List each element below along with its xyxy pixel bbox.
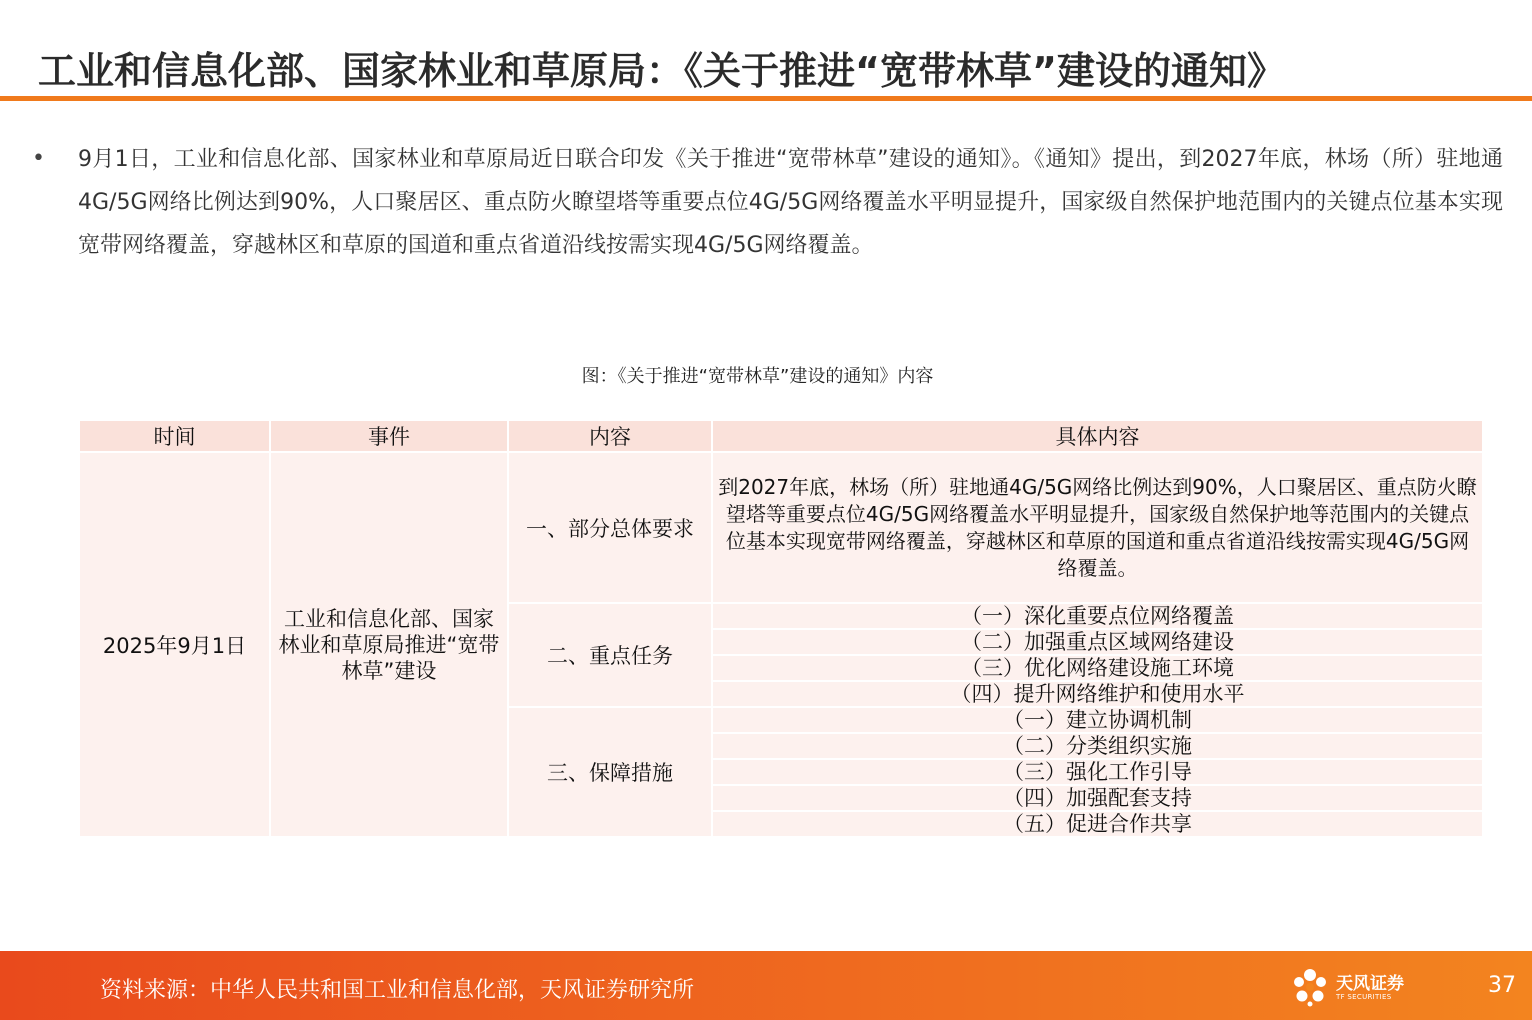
footer-bar (0, 951, 1532, 1020)
cell-section-title: 一、部分总体要求 (508, 452, 712, 603)
page-number: 37 (1488, 973, 1516, 998)
header-event: 事件 (270, 420, 508, 452)
flower-logo-icon (1290, 967, 1332, 1007)
header-content: 内容 (508, 420, 712, 452)
cell-event: 工业和信息化部、国家林业和草原局推进“宽带林草”建设 (270, 452, 508, 837)
page-title: 工业和信息化部、国家林业和草原局：《关于推进“宽带林草”建设的通知》 (38, 49, 1285, 93)
header-time: 时间 (79, 420, 270, 452)
table-row (79, 452, 1483, 603)
logo-name-cn: 天风证券 (1336, 974, 1404, 994)
cell-section-detail: （三）优化网络建设施工环境 (712, 655, 1483, 681)
cell-section-title: 三、保障措施 (508, 707, 712, 837)
cell-section-detail: 到2027年底，林场（所）驻地通4G/5G网络比例达到90%，人口聚居区、重点防火瞭望塔等重要点位4G/5G网络覆盖水平明显提升，国家级自然保护地等范围内的关键点位基本实现宽带网络覆盖，穿越林区和草原的国道和重点省道沿线按需实现4G/5G网络覆盖。 (712, 452, 1483, 603)
cell-time: 2025年9月1日 (79, 452, 270, 837)
tf-securities-logo (1290, 967, 1410, 1007)
title-divider (0, 96, 1532, 101)
source-note: 资料来源：中华人民共和国工业和信息化部，天风证券研究所 (100, 978, 695, 1003)
header-detail: 具体内容 (712, 420, 1483, 452)
notice-content-table (78, 419, 1484, 838)
cell-section-title: 二、重点任务 (508, 603, 712, 707)
intro-paragraph: 9月1日，工业和信息化部、国家林业和草原局近日联合印发《关于推进“宽带林草”建设的通知》。《通知》提出，到2027年底，林场（所）驻地通4G/5G网络比例达到90%，人口聚居区、重点防火瞭望塔等重要点位4G/5G网络覆盖水平明显提升，国家级自然保护地范围内的关键点位基本实现宽带网络覆盖，穿越林区和草原的国道和重点省道沿线按需实现4G/5G网络覆盖。 (78, 147, 1503, 258)
figure-caption: 图：《关于推进“宽带林草”建设的通知》内容 (581, 366, 934, 387)
cell-section-detail: （四）提升网络维护和使用水平 (712, 681, 1483, 707)
cell-section-detail: （二）分类组织实施 (712, 733, 1483, 759)
bullet-marker: • (32, 146, 45, 171)
cell-section-detail: （三）强化工作引导 (712, 759, 1483, 785)
cell-section-detail: （五）促进合作共享 (712, 811, 1483, 837)
table-header-row (79, 420, 1483, 452)
cell-section-detail: （四）加强配套支持 (712, 785, 1483, 811)
cell-section-detail: （一）建立协调机制 (712, 707, 1483, 733)
logo-name-en: TF SECURITIES (1336, 993, 1392, 1001)
cell-section-detail: （二）加强重点区域网络建设 (712, 629, 1483, 655)
page-number-box (1436, 951, 1532, 1020)
cell-section-detail: （一）深化重要点位网络覆盖 (712, 603, 1483, 629)
